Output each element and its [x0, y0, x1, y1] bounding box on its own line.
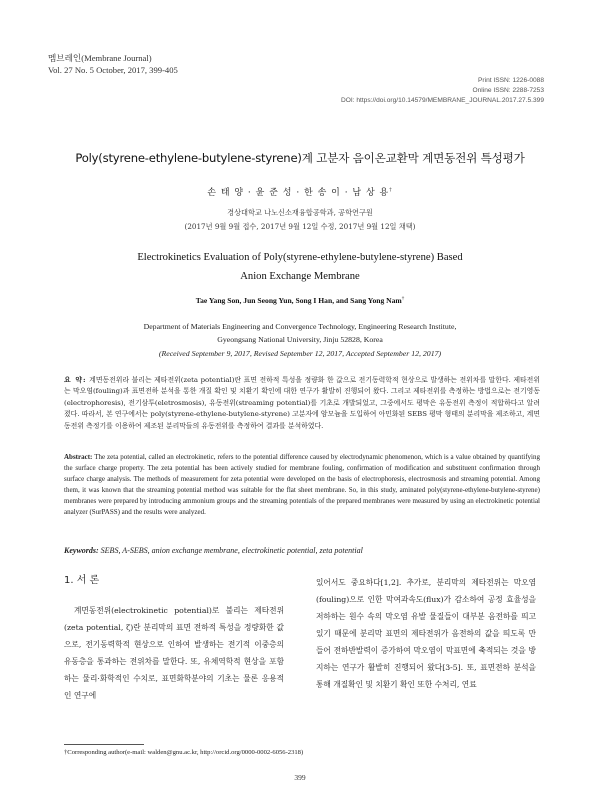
korean-author-names: 손 태 양 · 윤 준 성 · 한 송 이 · 남 상 용: [207, 188, 390, 198]
english-affil-line2: Gyeongsang National University, Jinju 52828, Korea: [217, 335, 383, 345]
english-abstract-text: The zeta potential, called an electrokinetic, refers to the potential difference caused by electrodynamic phenomenon, which is a value obtained by quantifying the surface charge property. The zeta potential has been actively studied for membrane fouling, confirmation of modification and substituent confirmation through surface charge analysis. The methods of measurement for zeta potential were developed on the basis of electrophoresis, electrosmosis and streaming potential. Among them, it was known that the streaming potential method was suitable for the flat sheet membrane. So, in this study, aminated poly(styrene-ethylene-butylene-styrene) membranes were prepared by introducing ammonium groups and the streaming potentials of the prepared membranes were measured by using an electrokinetic potential analyzer (SurPASS) and the results were analyzed.: [64, 453, 540, 516]
print-issn: Print ISSN: 1226-0088: [478, 77, 544, 84]
english-title-line1: Electrokinetics Evaluation of Poly(styrene-ethylene-butylene-styrene) Based: [137, 252, 463, 263]
body-text-right: 있어서도 중요하다[1,2]. 추가로, 분리막의 제타전위는 막오염(fouling)으로 인한 막여과속도(flux)가 감소하여 공정 효율성을 저하하는 원수 속의 막오염 유발 물질들이 대부분 음전하를 띄고 있기 때문에 분리막 표면의 제타전위가 음전하의 값을 띄도록 만들어 전하반발력이 증가하여 막오염이 막표면에 축적되는 것을 방지하는 연구가 활발히 진행되어 왔다[3-5]. 또, 표면전하 분석을 통해 개질확인 및 치환기 확인 또한 수처리, 연료: [316, 578, 536, 689]
keywords: [64, 546, 540, 555]
korean-title: Poly(styrene-ethylene-butylene-styrene)계 고분자 음이온교환막 계면동전위 특성평가: [75, 151, 525, 165]
body-text-left: 계면동전위(electrokinetic potential)로 불리는 제타전위(zeta potential, ζ)란 분리막의 표면 전하적 특성을 정량화한 값으로, 전기동력학적 현상으로 인하여 발생하는 전기적 이중층의 유동층을 통과하는 전위차를 말한다. 또, 유체역학적 현상을 포함하는 물리·화학적인 수치로, 표면화학분야의 기초는 물론 응용적인 연구에: [64, 606, 284, 700]
body-column-left: [64, 574, 284, 704]
journal-header: [48, 52, 178, 76]
english-author-mark: †: [401, 296, 405, 302]
english-abstract-label: Abstract:: [64, 453, 93, 461]
korean-author-mark: †: [389, 187, 393, 193]
english-authors: [0, 296, 600, 305]
english-author-names: Tae Yang Son, Jun Seong Yun, Song I Han, and Sang Yong Nam: [195, 296, 402, 305]
page-number: 399: [294, 773, 306, 782]
volume-line: Vol. 27 No. 5 October, 2017, 399-405: [48, 65, 178, 75]
footnote-divider: [64, 744, 144, 745]
doi-link[interactable]: DOI: https://doi.org/10.14579/MEMBRANE_JOURNAL.2017.27.5.399: [340, 97, 544, 104]
korean-affiliation: 경상대학교 나노신소재융합공학과, 공학연구원: [227, 208, 373, 217]
keywords-text: SEBS, A-SEBS, anion exchange membrane, electrokinetic potential, zeta potential: [100, 546, 363, 555]
korean-authors: [0, 185, 600, 198]
keywords-label: Keywords:: [64, 546, 99, 555]
english-abstract: [64, 452, 540, 518]
english-affil-line1: Department of Materials Engineering and Convergence Technology, Engineering Research Institute,: [143, 322, 457, 331]
korean-abstract-text: 계면동전위라 불리는 제타전위(zeta potential)란 표면 전하적 특성을 정량화 한 값으로 전기동력학적 현상으로 발생하는 전위차를 말한다. 제타전위는 막오염(fouling)과 표면전하 분석을 통한 개질 확인 및 치환기 확인에 대한 연구가 활발히 진행되어 왔다. 그리고 제타전위를 측정하는 방법으로는 전기영동(electrophoresis), 전기삼투(eletrosmosis), 유동전위(streaming potential)를 기초로 개발되었고, 그중에서도 평막은 유동전위 측정이 적합하다고 알려졌다. 따라서, 본 연구에서는 poly(styrene-ethylene-butylene-styrene) 고분자에 암모늄을 도입하여 아민화된 SEBS 평막 형태의 분리막을 제조하고, 계면동전위 측정기를 이용하여 제조된 분리막들의 유동전위를 측정하여 결과를 분석하였다.: [64, 376, 540, 430]
korean-dates: (2017년 9월 9월 접수, 2017년 9월 12일 수정, 2017년 9월 12일 채택): [184, 222, 416, 231]
journal-name: 멤브레인(Membrane Journal): [48, 53, 152, 63]
english-affiliation: [0, 320, 600, 360]
korean-abstract: [64, 375, 540, 432]
english-title: [0, 248, 600, 286]
section-heading: 1. 서 론: [64, 575, 100, 586]
body-column-right: [316, 574, 536, 693]
english-title-line2: Anion Exchange Membrane: [240, 271, 360, 282]
online-issn: Online ISSN: 2288-7253: [472, 87, 544, 94]
footnote: †Corresponding author(e-mail: walden@gnu.ac.kr, http://orcid.org/0000-0002-6056-2318): [64, 749, 304, 756]
issn-block: [341, 76, 544, 106]
korean-abstract-label: 요 약:: [64, 376, 87, 384]
english-dates: (Received September 9, 2017, Revised September 12, 2017, Accepted September 12, 2017): [158, 348, 442, 358]
